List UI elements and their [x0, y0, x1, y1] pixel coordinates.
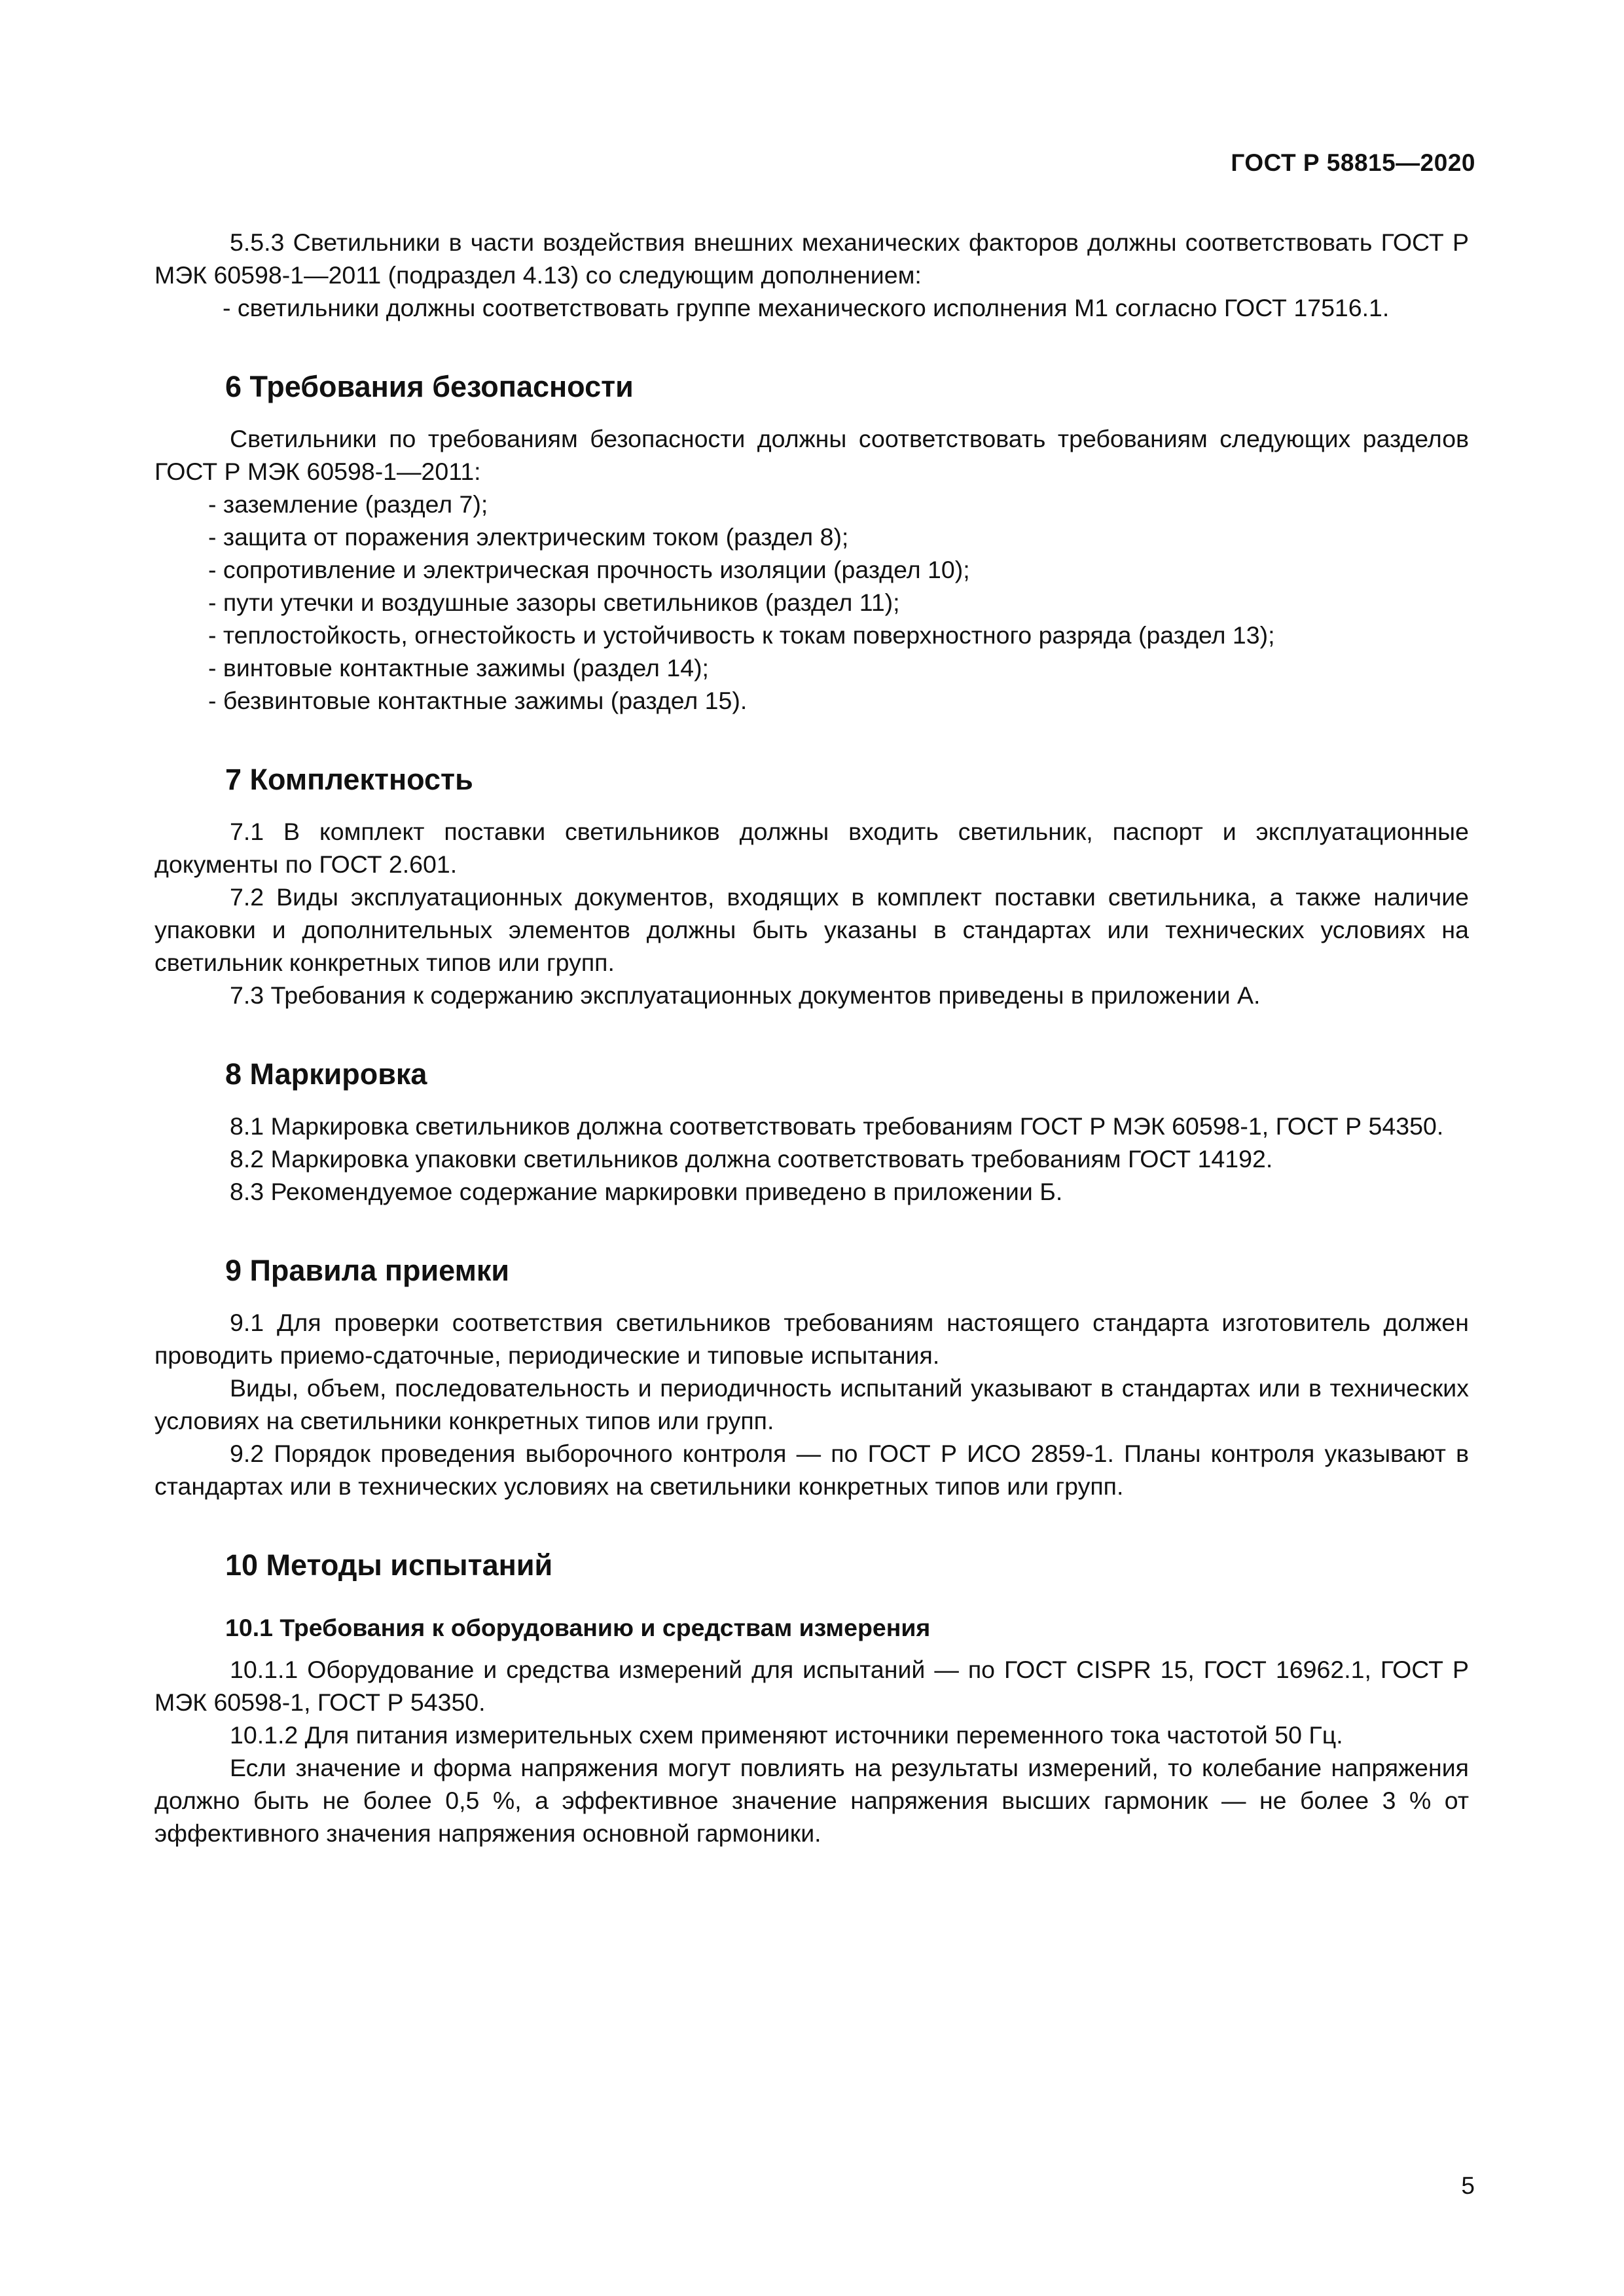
section-6-title: 6 Требования безопасности: [225, 370, 634, 403]
clause-8-1: 8.1 Маркировка светильников должна соответствовать требованиям ГОСТ Р МЭК 60598-1, ГОСТ Р 54350.: [230, 1112, 1444, 1140]
clause-8-2: 8.2 Маркировка упаковки светильников должна соответствовать требованиям ГОСТ 14192.: [230, 1145, 1273, 1173]
clause-8-3: 8.3 Рекомендуемое содержание маркировки приведено в приложении Б.: [230, 1178, 1063, 1205]
list-item: - безвинтовые контактные зажимы (раздел 15).: [208, 687, 748, 714]
clause-10-1-2: 10.1.2 Для питания измерительных схем применяют источники переменного тока частотой 50 Гц.: [230, 1721, 1343, 1749]
list-item: - сопротивление и электрическая прочность изоляции (раздел 10);: [208, 556, 970, 583]
section-8-title: 8 Маркировка: [225, 1057, 427, 1091]
section-6-list: [154, 488, 1469, 717]
section-9-title: 9 Правила приемки: [225, 1254, 510, 1287]
list-item: - пути утечки и воздушные зазоры светильников (раздел 11);: [208, 589, 900, 616]
clause-5-5-3-item: - светильники должны соответствовать группе механического исполнения М1 согласно ГОСТ 17516.1.: [223, 294, 1390, 321]
clause-7-3: 7.3 Требования к содержанию эксплуатационных документов приведены в приложении А.: [230, 981, 1261, 1009]
document-code-header: ГОСТ Р 58815—2020: [1231, 149, 1475, 176]
document-body: [154, 226, 1469, 1850]
clause-9-1-continued: Виды, объем, последовательность и периодичность испытаний указывают в стандартах или в технических условиях на светильники конкретных типов или групп.: [154, 1374, 1469, 1434]
clause-7-1: 7.1 В комплект поставки светильников должны входить светильник, паспорт и эксплуатационные документы по ГОСТ 2.601.: [154, 818, 1469, 878]
subsection-10-1-title: 10.1 Требования к оборудованию и средствам измерения: [225, 1614, 931, 1641]
clause-9-2: 9.2 Порядок проведения выборочного контроля — по ГОСТ Р ИСО 2859-1. Планы контроля указывают в стандартах или в технических условиях на светильники конкретных типов или групп.: [154, 1440, 1469, 1500]
clause-7-2: 7.2 Виды эксплуатационных документов, входящих в комплект поставки светильника, а также наличие упаковки и дополнительных элементов должны быть указаны в стандартах или технических условиях на светильник конкретных типов или групп.: [154, 883, 1469, 976]
section-6-lead: Светильники по требованиям безопасности должны соответствовать требованиям следующих разделов ГОСТ Р МЭК 60598-1—2011:: [154, 425, 1469, 485]
page-number: 5: [1461, 2172, 1475, 2199]
list-item: - винтовые контактные зажимы (раздел 14);: [208, 654, 709, 682]
list-item: - защита от поражения электрическим током (раздел 8);: [208, 523, 849, 551]
clause-10-1-1: 10.1.1 Оборудование и средства измерений для испытаний — по ГОСТ CISPR 15, ГОСТ 16962.1, ГОСТ Р МЭК 60598-1, ГОСТ Р 54350.: [154, 1656, 1469, 1716]
clause-5-5-3: 5.5.3 Светильники в части воздействия внешних механических факторов должны соответствовать ГОСТ Р МЭК 60598-1—2011 (подраздел 4.13) со следующим дополнением:: [154, 228, 1469, 289]
clause-10-1-2-continued: Если значение и форма напряжения могут повлиять на результаты измерений, то колебание напряжения должно быть не более 0,5 %, а эффективное значение напряжения высших гармоник — не более 3 % от эффективного значения напряжения основной гармоники.: [154, 1754, 1469, 1847]
list-item: - заземление (раздел 7);: [208, 490, 488, 518]
clause-9-1: 9.1 Для проверки соответствия светильников требованиям настоящего стандарта изготовитель должен проводить приемо-сдаточные, периодические и типовые испытания.: [154, 1309, 1469, 1369]
section-10-title: 10 Методы испытаний: [225, 1548, 553, 1582]
list-item: - теплостойкость, огнестойкость и устойчивость к токам поверхностного разряда (раздел 13);: [208, 621, 1275, 649]
section-7-title: 7 Комплектность: [225, 763, 473, 796]
